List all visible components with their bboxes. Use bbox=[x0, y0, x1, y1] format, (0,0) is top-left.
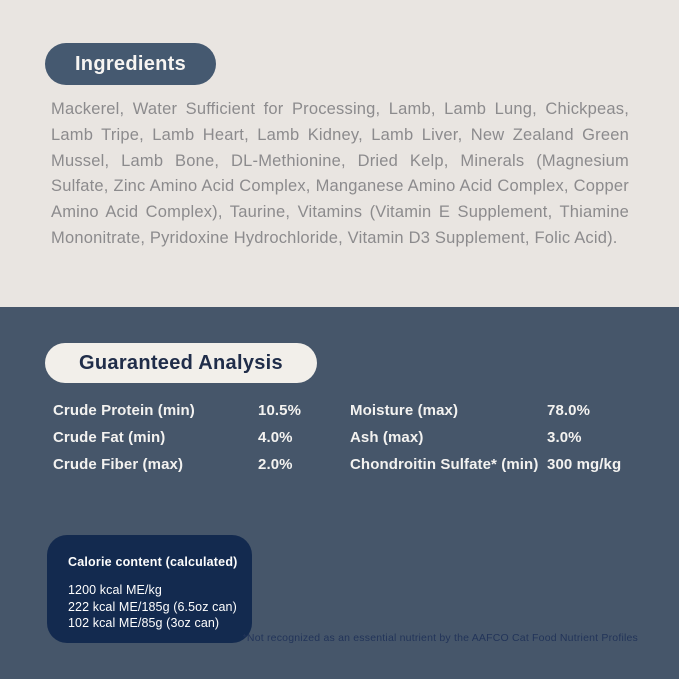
guaranteed-analysis-section bbox=[0, 307, 679, 679]
calorie-line: 1200 kcal ME/kg bbox=[68, 583, 162, 597]
ingredients-section bbox=[0, 0, 679, 307]
nutrient-label: Ash (max) bbox=[350, 429, 424, 446]
calorie-line: 102 kcal ME/85g (3oz can) bbox=[68, 616, 220, 630]
nutrient-label: Chondroitin Sulfate* (min) bbox=[350, 456, 539, 473]
nutrient-label: Crude Protein (min) bbox=[53, 402, 195, 419]
calorie-content-box bbox=[47, 535, 252, 643]
nutrient-value: 4.0% bbox=[258, 429, 293, 446]
guaranteed-analysis-table bbox=[53, 397, 649, 478]
table-row bbox=[53, 424, 649, 451]
nutrient-value: 10.5% bbox=[258, 402, 302, 419]
guaranteed-analysis-header-pill bbox=[45, 343, 317, 383]
ingredients-header-pill bbox=[45, 43, 216, 85]
nutrient-value: 78.0% bbox=[547, 402, 591, 419]
ingredients-list-text: Mackerel, Water Sufficient for Processing, Lamb, Lamb Lung, Chickpeas, Lamb Tripe, Lamb Heart, Lamb Kidney, Lamb Liver, New Zealand Green Mussel, Lamb Bone, DL-Methionine, Dried Kelp, Minerals (Magnesium Sulfate, Zinc Amino Acid Complex, Manganese Amino Acid Complex, Copper Amino Acid Complex), Taurine, Vitamins (Vitamin E Supplement, Thiamine Mononitrate, Pyridoxine Hydrochloride, Vitamin D3 Supplement, Folic Acid). bbox=[51, 100, 629, 247]
nutrient-value: 3.0% bbox=[547, 429, 582, 446]
nutrient-label: Crude Fiber (max) bbox=[53, 456, 184, 473]
nutrient-label: Moisture (max) bbox=[350, 402, 459, 419]
nutrient-value: 300 mg/kg bbox=[547, 456, 622, 473]
nutrient-label: Crude Fat (min) bbox=[53, 429, 166, 446]
guaranteed-analysis-header-label: Guaranteed Analysis bbox=[79, 351, 283, 374]
calorie-line: 222 kcal ME/185g (6.5oz can) bbox=[68, 599, 237, 614]
nutrient-value: 2.0% bbox=[258, 456, 293, 473]
calorie-content-title: Calorie content (calculated) bbox=[68, 555, 238, 569]
ingredients-header-label: Ingredients bbox=[74, 52, 187, 75]
table-row bbox=[53, 397, 649, 424]
aafco-footnote: *Not recognized as an essential nutrient by the AAFCO Cat Food Nutrient Profiles bbox=[242, 632, 638, 644]
table-row bbox=[53, 451, 649, 478]
